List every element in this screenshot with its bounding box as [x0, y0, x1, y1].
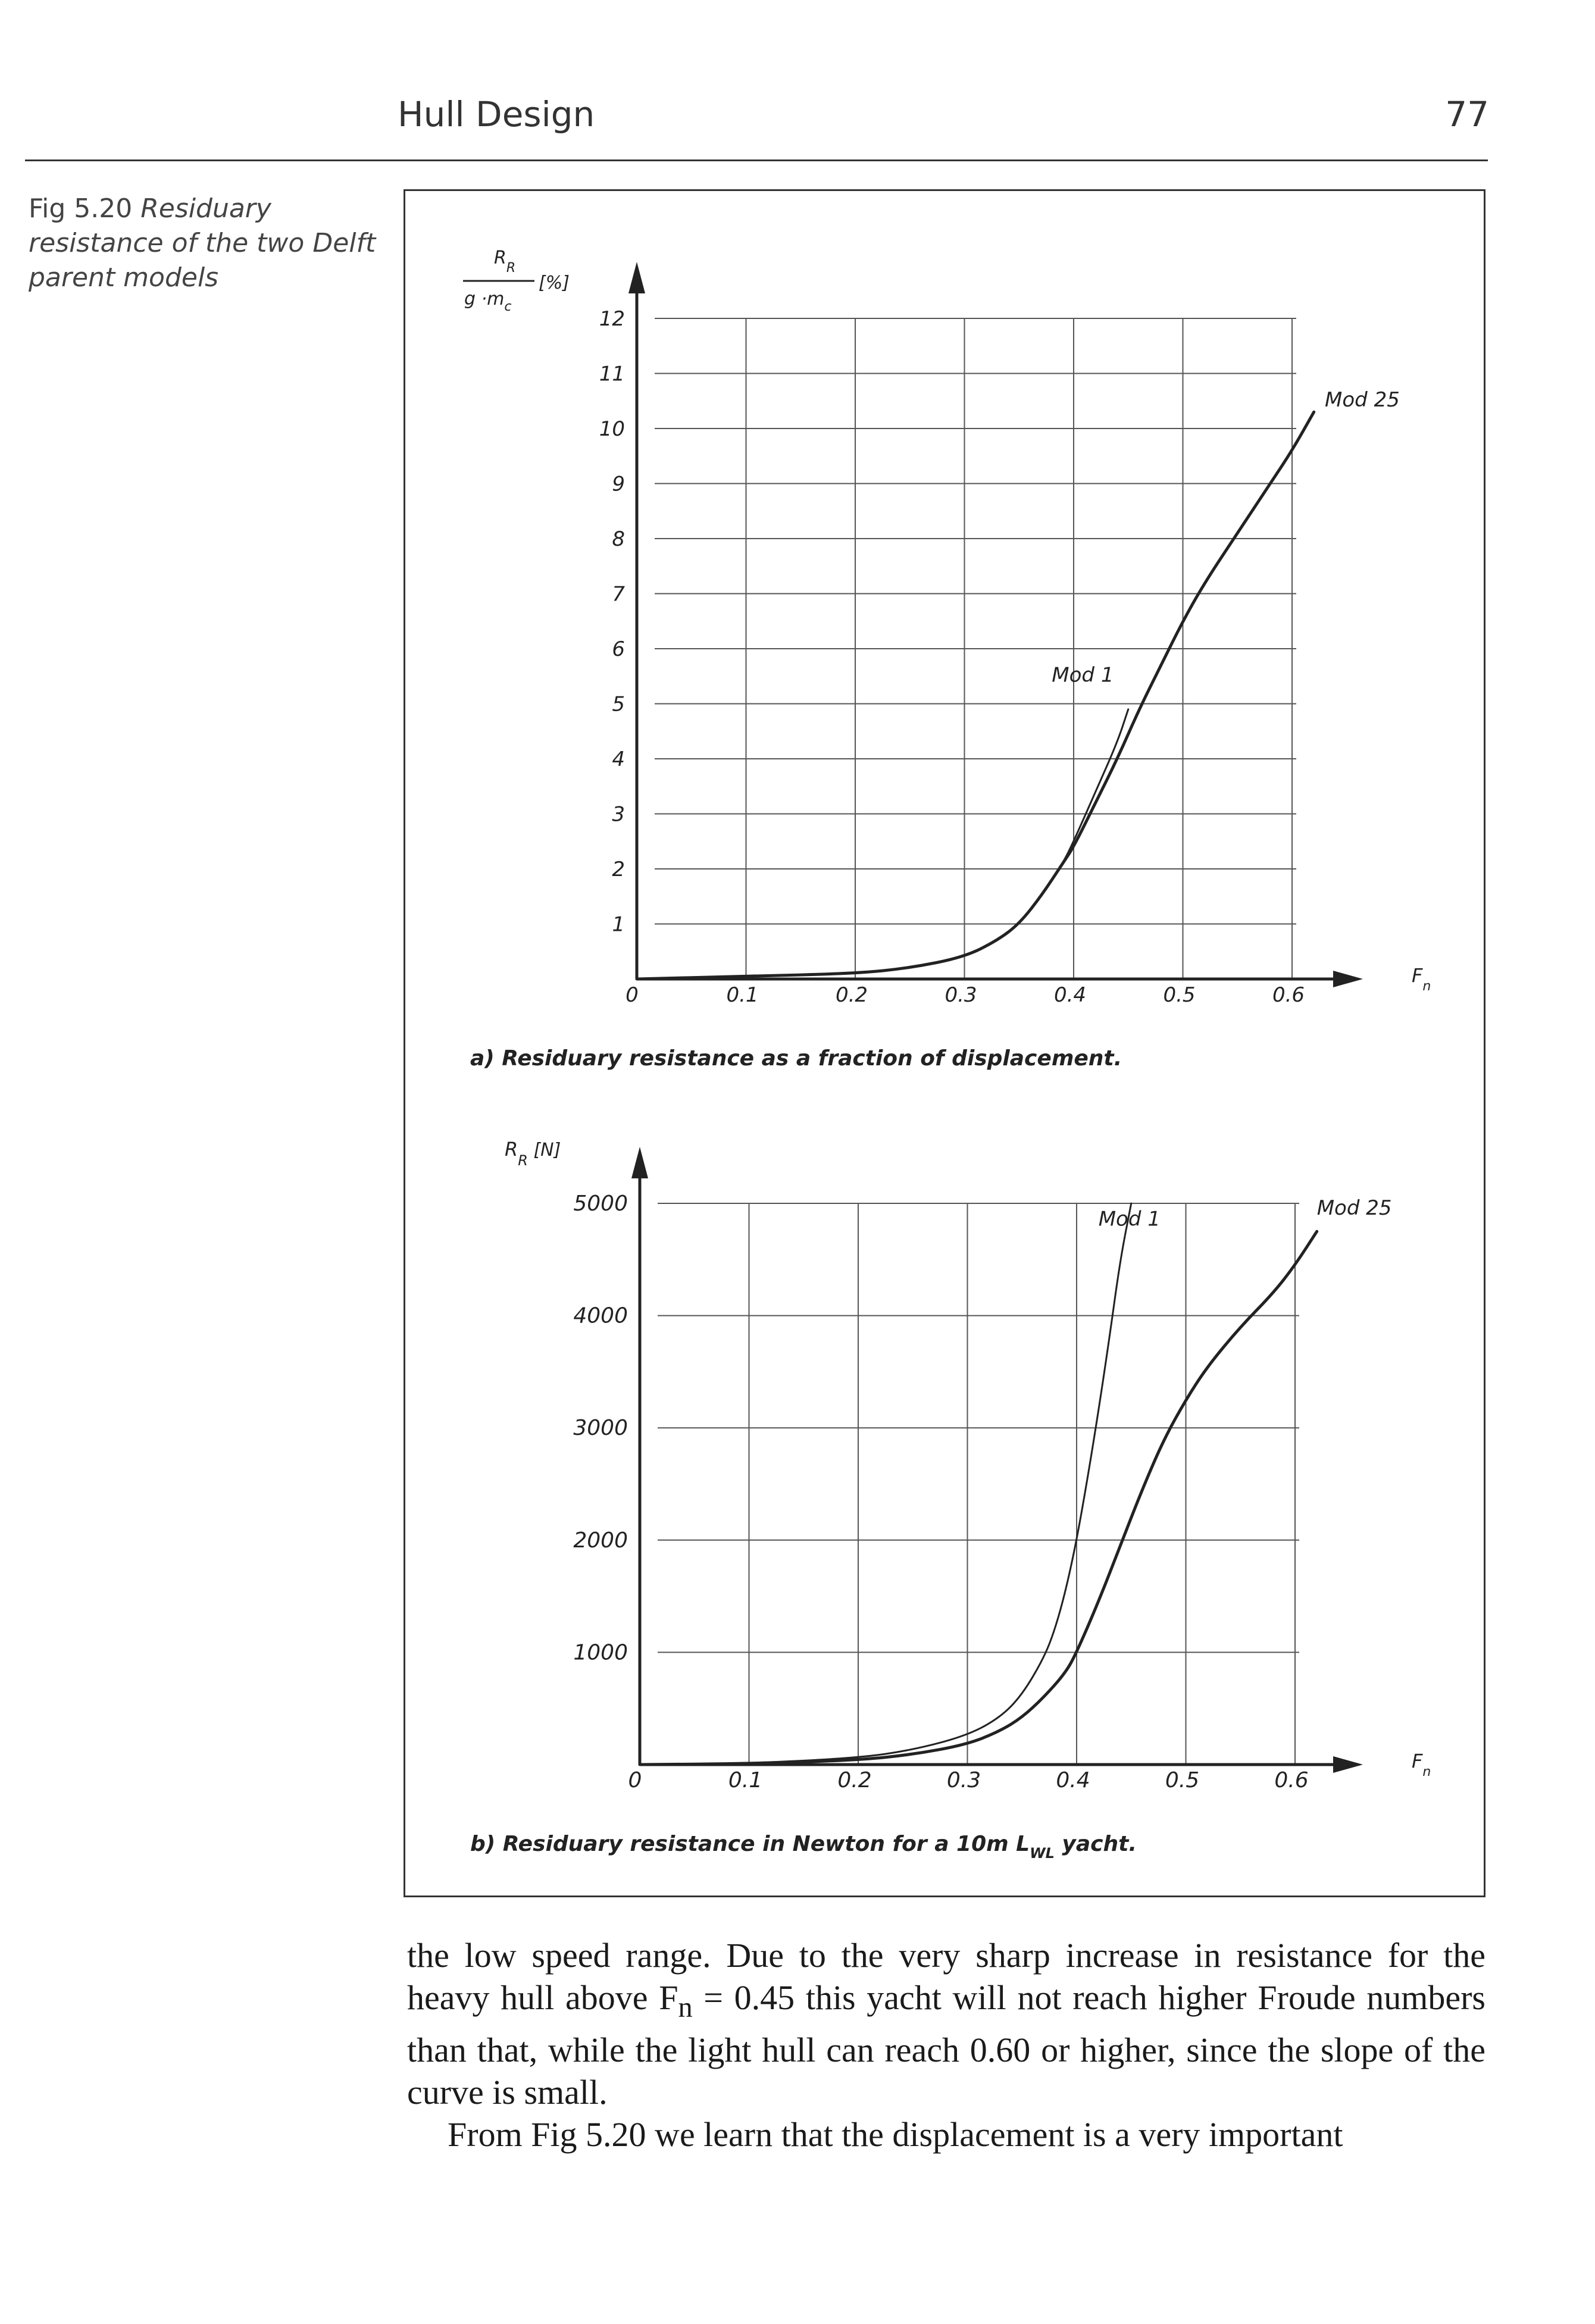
y-axis-label-denominator	[464, 289, 511, 314]
chart-b	[470, 1138, 1431, 1862]
x-tick-label: 0.4	[1056, 1768, 1090, 1793]
grid	[658, 1203, 1299, 1765]
x-axis-label	[1412, 964, 1431, 994]
x-tick-label: 0.1	[728, 1768, 763, 1793]
y-axis-label-denominator-main: g ·m	[464, 289, 505, 309]
y-tick-label: 6	[612, 637, 625, 661]
body-paragraph-1	[407, 1934, 1485, 2113]
y-axis-label-unit: [%]	[539, 273, 570, 293]
y-tick-label: 4	[612, 747, 625, 771]
y-tick-label: 5000	[573, 1191, 628, 1216]
series-line-mod-25	[640, 1231, 1317, 1765]
series-annotation: Mod 25	[1325, 388, 1400, 412]
series-annotation: Mod 25	[1316, 1196, 1392, 1220]
grid	[655, 318, 1296, 979]
y-tick-label: 3000	[573, 1416, 628, 1441]
x-tick-label: 0.5	[1163, 983, 1196, 1007]
y-tick-label: 12	[599, 307, 625, 331]
x-axis-label-sub: n	[1422, 1765, 1431, 1779]
y-axis-arrow	[628, 262, 645, 293]
running-head: Hull Design	[398, 94, 595, 135]
body-paragraph-1-start: the low speed range. Due to the very sharp increase in resistance for the heavy hull above F	[407, 1936, 1485, 2017]
y-axis-label-main: R	[505, 1138, 518, 1161]
y-tick-label: 5	[612, 692, 625, 717]
series-line-mod-25	[637, 412, 1314, 979]
chart-caption-main: L	[1016, 1832, 1030, 1856]
y-axis-label-numerator-sub: R	[506, 261, 516, 276]
y-tick-label: 11	[599, 362, 625, 386]
series-line-mod-1	[637, 709, 1128, 979]
y-axis-label-unit: [N]	[527, 1140, 561, 1161]
x-tick-label: 0	[626, 983, 639, 1007]
figure-caption-text: Residuary resistance of the two Delft parent models	[29, 193, 376, 293]
x-tick-label: 0.5	[1165, 1768, 1200, 1793]
y-axis-label	[505, 1138, 561, 1169]
figure-number: Fig 5.20	[29, 193, 133, 224]
y-tick-label: 4000	[573, 1303, 628, 1328]
y-tick-label: 3	[612, 802, 625, 827]
x-axis-label-main: F	[1412, 1750, 1423, 1772]
page-number: 77	[1445, 94, 1489, 135]
y-tick-label: 10	[599, 417, 625, 441]
y-tick-label: 1	[612, 912, 625, 937]
x-tick-label: 0.2	[835, 983, 868, 1007]
chart-caption-start: b) Residuary resistance in Newton for a 10m	[470, 1832, 1017, 1856]
x-axis-arrow	[1333, 971, 1363, 987]
y-tick-label: 7	[612, 582, 625, 606]
y-tick-label: 8	[612, 527, 625, 551]
x-tick-label: 0.6	[1274, 1768, 1309, 1793]
x-tick-label: 0.4	[1053, 983, 1087, 1007]
y-axis-arrow	[631, 1147, 648, 1178]
chart-caption	[470, 1832, 1137, 1862]
chart-caption: a) Residuary resistance as a fraction of displacement.	[470, 1046, 1122, 1071]
x-axis-label-main: F	[1412, 964, 1423, 987]
series-annotation: Mod 1	[1052, 663, 1114, 687]
y-axis-label-sub: R	[518, 1152, 528, 1169]
x-tick-label: 0.3	[945, 983, 977, 1007]
series-annotation: Mod 1	[1098, 1207, 1161, 1231]
y-tick-label: 1000	[573, 1640, 628, 1665]
x-tick-label: 0.2	[837, 1768, 872, 1793]
body-paragraph-2: From Fig 5.20 we learn that the displacement is a very important	[448, 2115, 1343, 2154]
body-paragraph-1-end: = 0.45 this yacht will not reach higher Froude numbers than that, while the light hull can reach 0.60 or higher, since the slope of the curve is small.	[407, 1978, 1485, 2112]
x-tick-label: 0.1	[726, 983, 759, 1007]
chart-caption-sub: WL	[1030, 1845, 1055, 1862]
y-axis-label-numerator	[494, 248, 515, 276]
x-tick-label: 0.6	[1272, 983, 1305, 1007]
x-tick-label: 0.3	[946, 1768, 981, 1793]
x-axis-arrow	[1333, 1756, 1363, 1773]
x-axis-label	[1412, 1750, 1431, 1779]
y-axis-label-numerator-main: R	[494, 248, 506, 268]
body-text	[407, 1934, 1485, 2156]
y-axis-label-denominator-sub: c	[504, 299, 512, 314]
chart-caption-end: yacht.	[1054, 1832, 1137, 1856]
y-tick-label: 9	[612, 472, 625, 496]
chart-a	[463, 248, 1431, 1071]
y-tick-label: 2000	[573, 1528, 628, 1553]
y-tick-label: 2	[612, 858, 625, 881]
body-paragraph-1-subscript: n	[678, 1991, 693, 2023]
x-axis-label-sub: n	[1422, 979, 1431, 994]
x-tick-label: 0	[628, 1768, 642, 1793]
